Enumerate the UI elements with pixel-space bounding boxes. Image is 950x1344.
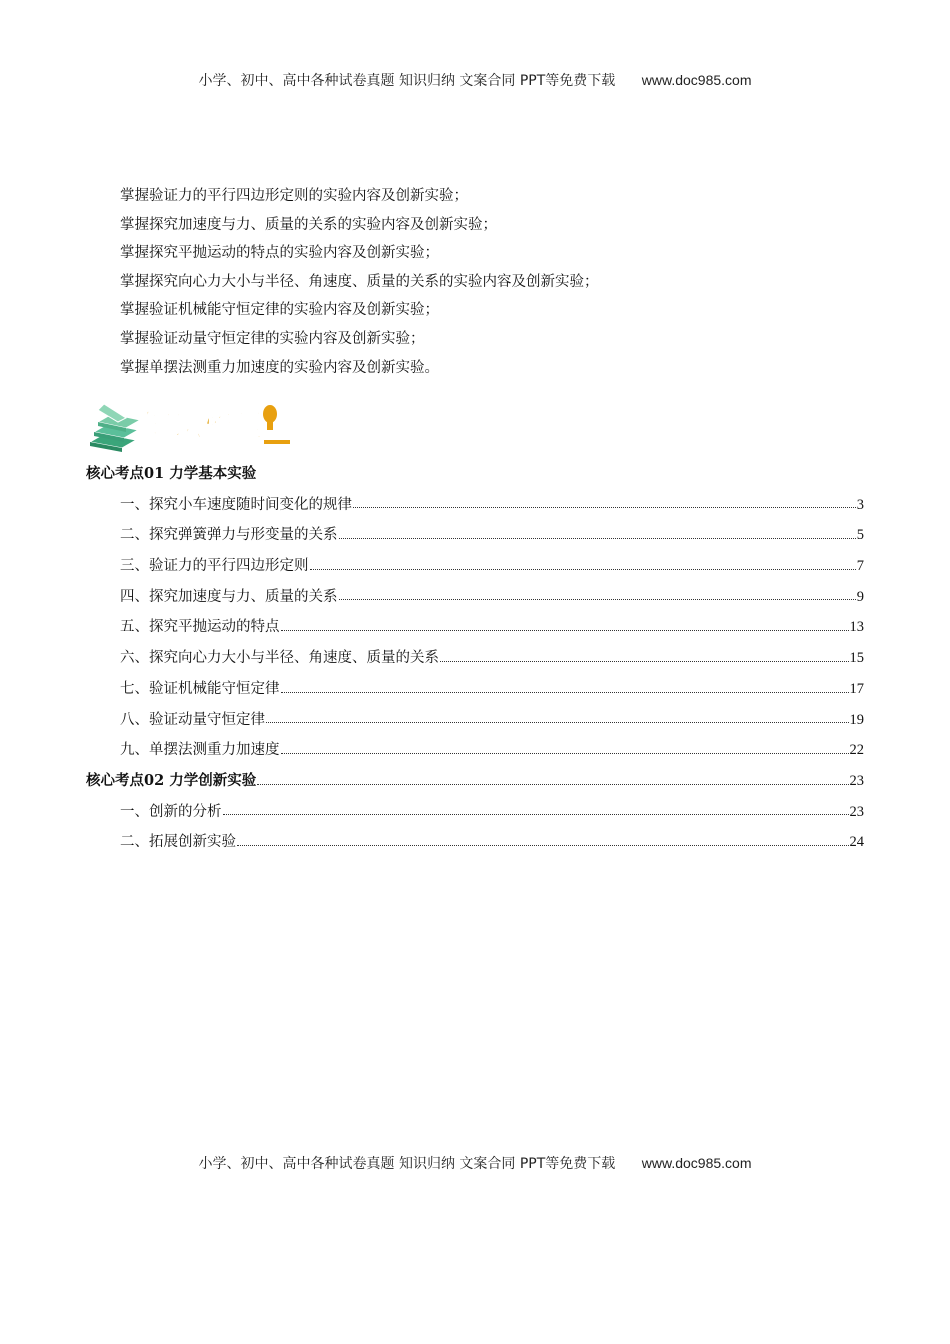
toc-page-number: 17	[849, 680, 864, 697]
objective-item: 掌握单摆法测重力加速度的实验内容及创新实验。	[120, 359, 439, 376]
toc-label: 七、验证机械能守恒定律	[120, 680, 280, 697]
toc-entry[interactable]	[86, 582, 864, 613]
toc-page-number: 22	[849, 742, 864, 759]
toc-label: 核心考点01 力学基本实验	[86, 465, 257, 482]
toc-page-number: 23	[849, 772, 864, 789]
toc-label: 六、探究向心力大小与半径、角速度、质量的关系	[120, 650, 439, 667]
toc-leader-dots	[266, 721, 849, 723]
objective-item: 掌握探究平抛运动的特点的实验内容及创新实验；	[120, 245, 439, 262]
toc-leader-dots	[440, 660, 849, 662]
page-header	[0, 70, 950, 90]
toc-page-number: 19	[849, 711, 864, 728]
toc-entry[interactable]	[86, 643, 864, 674]
toc-page-number: 15	[849, 650, 864, 667]
objective-item: 掌握验证动量守恒定律的实验内容及创新实验；	[120, 330, 425, 347]
toc-leader-dots	[339, 598, 856, 600]
toc-leader-dots	[281, 691, 849, 693]
toc-page-number: 13	[849, 619, 864, 636]
toc-page-number: 23	[849, 803, 864, 820]
toc-leader-dots	[339, 537, 856, 539]
objective-item: 掌握验证力的平行四边形定则的实验内容及创新实验；	[120, 188, 468, 204]
objective-item: 掌握探究加速度与力、质量的关系的实验内容及创新实验；	[120, 216, 497, 233]
learning-objectives	[120, 182, 880, 382]
table-of-contents	[86, 459, 864, 858]
toc-entry[interactable]	[86, 674, 864, 705]
footer-text: 小学、初中、高中各种试卷真题 知识归纳 文案合同 PPT等免费下载	[198, 1156, 616, 1172]
toc-page-number: 3	[856, 496, 864, 513]
toc-entry[interactable]	[86, 551, 864, 582]
toc-label: 八、验证动量守恒定律	[120, 711, 265, 728]
toc-section-heading[interactable]	[86, 766, 864, 797]
toc-entry[interactable]	[86, 520, 864, 551]
toc-label: 二、拓展创新实验	[120, 834, 236, 851]
toc-leader-dots	[310, 568, 856, 570]
page-footer	[0, 1153, 950, 1173]
toc-page-number: 7	[856, 558, 864, 575]
header-site-link[interactable]: www.doc985.com	[641, 72, 752, 88]
footer-site-link[interactable]: www.doc985.com	[641, 1155, 752, 1171]
toc-leader-dots	[223, 813, 849, 815]
knowledge-banner	[86, 396, 306, 452]
toc-leader-dots	[237, 844, 849, 846]
toc-entry[interactable]	[86, 490, 864, 521]
toc-entry[interactable]	[86, 612, 864, 643]
toc-leader-dots	[281, 629, 849, 631]
toc-entry[interactable]	[86, 797, 864, 828]
toc-entry[interactable]	[86, 705, 864, 736]
objective-item: 掌握验证机械能守恒定律的实验内容及创新实验；	[120, 302, 439, 319]
toc-page-number: 24	[849, 834, 864, 851]
toc-entry[interactable]	[86, 735, 864, 766]
toc-label: 四、探究加速度与力、质量的关系	[120, 588, 338, 605]
toc-label: 二、探究弹簧弹力与形变量的关系	[120, 527, 338, 544]
toc-label: 三、验证力的平行四边形定则	[120, 558, 309, 575]
objective-item: 掌握探究向心力大小与半径、角速度、质量的关系的实验内容及创新实验；	[120, 273, 599, 290]
header-text: 小学、初中、高中各种试卷真题 知识归纳 文案合同 PPT等免费下载	[198, 73, 616, 89]
toc-leader-dots	[281, 752, 849, 754]
toc-label: 一、创新的分析	[120, 803, 222, 820]
toc-label: 一、探究小车速度随时间变化的规律	[120, 496, 352, 513]
toc-leader-dots	[353, 506, 856, 508]
books-logo-icon	[86, 396, 306, 452]
toc-page-number: 5	[856, 527, 864, 544]
toc-section-heading[interactable]	[86, 459, 864, 490]
toc-label: 九、单摆法测重力加速度	[120, 742, 280, 759]
toc-label: 五、探究平抛运动的特点	[120, 619, 280, 636]
toc-entry[interactable]	[86, 827, 864, 858]
toc-leader-dots	[257, 783, 848, 785]
bulb-icon	[263, 405, 290, 444]
toc-page-number: 9	[856, 588, 864, 605]
banner-title: 知识梳理	[142, 409, 262, 444]
toc-label: 核心考点02 力学创新实验	[86, 771, 257, 789]
